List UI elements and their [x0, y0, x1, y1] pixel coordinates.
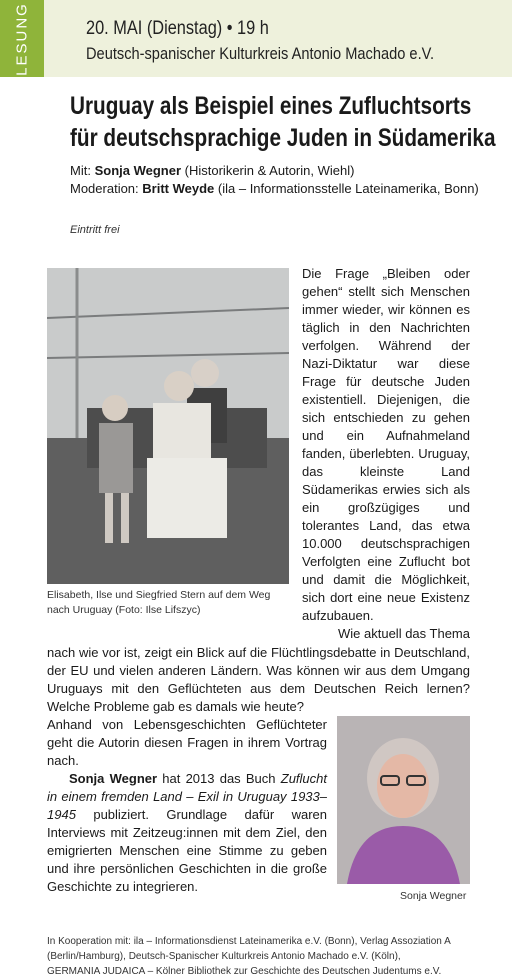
cooperation-footer	[47, 934, 477, 979]
family-photo-illustration	[47, 268, 289, 584]
moderation-name: Britt Weyde	[142, 181, 215, 196]
paragraph-4-text-b: publiziert. Grundlage dafür waren Interviews mit Zeitzeug:innen mit dem Ziel, den emigrierten Menschen eine Stimme zu geben und ihre persönlichen Geschichten in die große Geschichte zu integrieren.	[47, 807, 327, 894]
left-column-text	[47, 716, 327, 896]
moderation-prefix: Moderation:	[70, 181, 139, 196]
paragraph-2-rest: nach wie vor ist, zeigt ein Blick auf die Flüchtlingsdebatte in Deutschland, der EU und vielen anderen Ländern. Was können wir aus dem Umgang Uruguays mit den Geflüchteten aus dem Deutschen Reich lernen? Welche Probleme gab es damals wie heute?	[47, 645, 470, 714]
author-photo-caption: Sonja Wegner	[400, 890, 467, 902]
title-line-2: für deutschsprachige Juden in Südamerika	[70, 124, 496, 152]
paragraph-2-start: Wie aktuell das Thema	[338, 626, 470, 641]
category-tag-label: LESUNG	[13, 1, 31, 76]
event-date: 20. MAI (Dienstag) • 19 h	[86, 18, 269, 39]
page-title	[70, 90, 510, 154]
full-width-text	[47, 644, 470, 716]
paragraph-4	[47, 770, 327, 896]
title-line-1: Uruguay als Beispiel eines Zufluchtsorts	[70, 92, 472, 120]
event-organizer: Deutsch-spanischer Kulturkreis Antonio Machado e.V.	[86, 44, 435, 63]
category-tag	[0, 0, 44, 77]
paragraph-4-text-a: hat 2013 das Buch	[157, 771, 281, 786]
intro-column	[302, 265, 470, 643]
intro-paragraph: Die Frage „Bleiben oder gehen“ stellt sich Menschen immer wieder, wir können es täglich in den Nachrichten verfolgen. Während der Nazi-Diktatur war diese Frage für deutsche Juden existentiell. Diejenigen, die sich entschieden zu gehen und ein Aufnahmeland fanden, überlebten. Uruguay, das kleinste Land Südamerikas erwies sich als ein großzügiges und tolerantes Land, das etwa 10.000 deutschsprachigen Verfolgten eine Zuflucht bot und damit die Möglichkeit, sich dort eine neue Existenz aufzubauen.	[302, 266, 470, 623]
footer-line-3: GERMANIA JUDAICA – Kölner Bibliothek zur Geschichte des Deutschen Judentums e.V.	[47, 966, 442, 977]
author-photo-illustration	[337, 716, 470, 884]
book-title: Zuflucht in einem fremden Land – Exil in Uruguay 1933–1945	[47, 771, 327, 822]
author-name-bold: Sonja Wegner	[69, 771, 158, 786]
paragraph-3: Anhand von Lebensgeschichten Geflüchteter geht die Autorin diesen Fragen in ihrem Vortrag nach.	[47, 717, 327, 768]
footer-line-2: (Berlin/Hamburg), Deutsch-Spanischer Kulturkreis Antonio Machado e.V. (Köln),	[47, 951, 401, 962]
author-photo	[337, 716, 470, 884]
admission-note: Eintritt frei	[70, 224, 120, 236]
speaker-name: Sonja Wegner	[94, 163, 182, 178]
speaker-info: (Historikerin & Autorin, Wiehl)	[184, 163, 355, 178]
speaker-prefix: Mit:	[70, 163, 91, 178]
speaker-line	[70, 162, 490, 180]
moderation-info: (ila – Informationsstelle Lateinamerika, Bonn)	[217, 181, 479, 196]
footer-line-1: In Kooperation mit: ila – Informationsdienst Lateinamerika e.V. (Bonn), Verlag Assoziation A	[47, 936, 451, 947]
family-photo	[47, 268, 289, 584]
moderation-line	[70, 180, 490, 198]
family-photo-caption: Elisabeth, Ilse und Siegfried Stern auf dem Weg nach Uruguay (Foto: Ilse Lifszyc)	[47, 589, 271, 616]
event-credits	[70, 162, 490, 198]
